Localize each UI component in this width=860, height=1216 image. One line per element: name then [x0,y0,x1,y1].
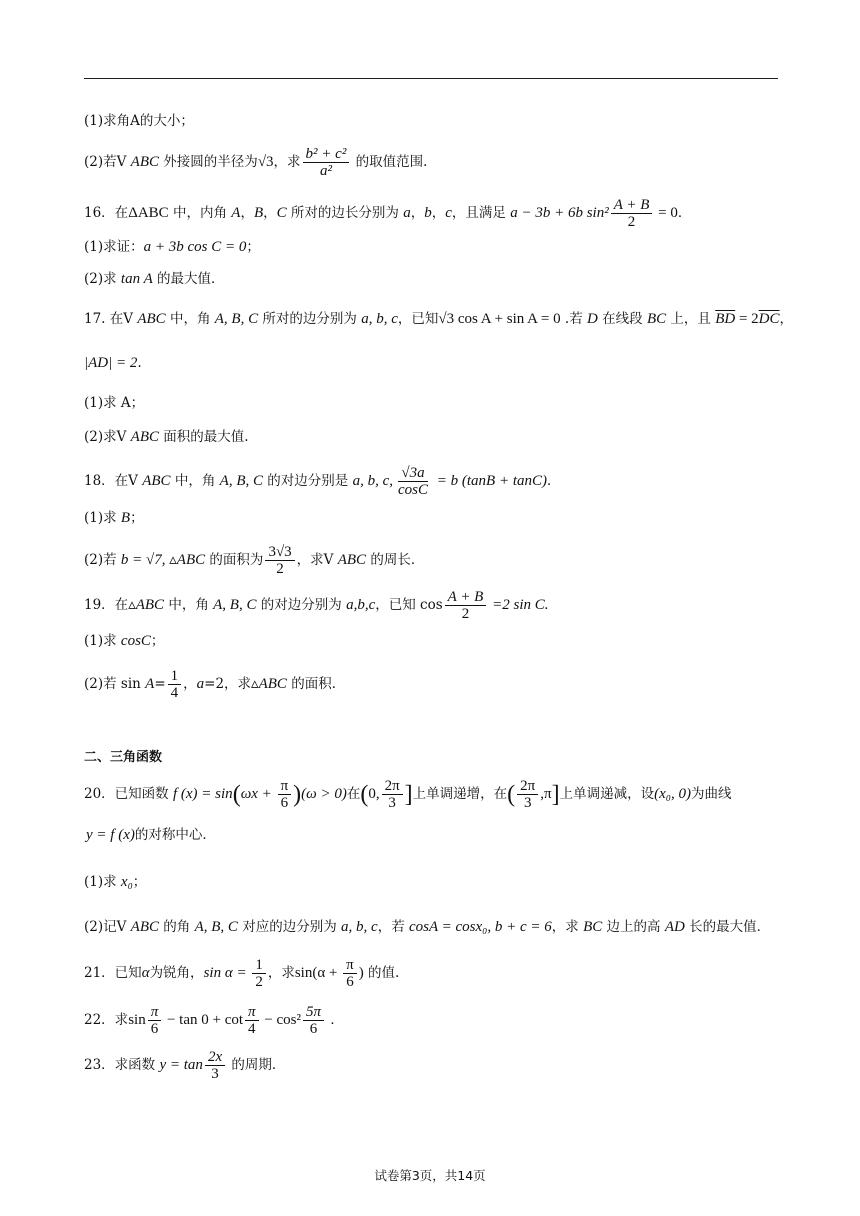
p19-part2: (2)若 sin A= $\frac{1}{4}$ ，a=2，求▵ABC 的面积． [84,668,346,701]
p19-part1: (1)求 cosC； [84,633,165,649]
p18-part2: (2)若 b = √7, ▵ABC 的面积为 $\frac{3√3}{2}$ ，求V ABC 的周长． [84,544,425,577]
p22-statement: 22．求sin $\frac{\pi}{6}$ − tan 0 + cot $\frac{\pi}{4}$ − cos² $\frac{5\pi}{6}$ ． [84,1004,344,1037]
p18-statement: 18．在V ABC 中，角 A, B, C 的对边分别是 a, b, c, $\frac{√3a}{\cos C}$ = b (tanB + tanC)． [84,465,561,498]
p16-part1: (1)求证：a + 3b cos C = 0； [84,239,260,255]
p20-statement: 20．已知函数 f (x) = sin(ωx + $\frac{\pi}{6}$ )(ω > 0)在(0, $\frac{2\pi}{3}$ ]上单调递增，在( $\frac{2\pi}{3}$ ,π]上单调递减，设(x₀, 0)为曲线 [84,778,732,811]
p21-statement: 21．已知α为锐角，sin α = $\frac{1}{2}$ ，求sin(α + $\frac{\pi}{6}$ ) 的值. [84,957,400,990]
p17-statement-cont: |AD| = 2. [84,355,142,371]
p17-statement: 17. 在V ABC 中，角 A, B, C 所对的边分别为 a, b, c，已知√3 cos A + sin A = 0 .若 D 在线段 BC 上，且 $\overline{BD} = 2\overline{DC}$， [84,311,794,327]
p18-part1: (1)求 B； [84,510,144,526]
p19-statement: 19．在▵ABC 中，角 A, B, C 的对边分别为 a,b,c，已知 cos $\frac{A + B}{2}$ =2 sin C. [84,589,549,622]
p23-statement: 23．求函数 y = tan $\frac{2x}{3}$ 的周期． [84,1049,286,1082]
p16-statement: 16．在ΔABC 中，内角 A，B，C 所对的边长分别为 a，b，c，且满足 a − 3b + 6b sin² $\frac{A + B}{2}$ = 0． [84,197,692,230]
page-footer: 试卷第3页，共14页 [374,1168,486,1183]
p20-part1: (1)求 x₀； [84,874,147,890]
p17-part2: (2)求V ABC 面积的最大值. [84,429,249,445]
p16-part2: (2)求 tan A 的最大值． [84,271,225,287]
p15-part2: (2)若V ABC 外接圆的半径为√3，求 $\frac{\text{b² + c²}}{\text{a²}}$ 的取值范围. [84,146,428,179]
fraction: $\frac{\text{b² + c²}}{\text{a²}}$ [303,146,350,179]
section-heading: 二、三角函数 [84,750,163,765]
header-rule [84,78,778,79]
p17-part1: (1)求 A； [84,395,145,411]
p15-part1: (1)求角A的大小； [84,113,194,129]
p20-part2: (2)记V ABC 的角 A, B, C 对应的边分别为 a, b, c，若 cosA = cosx₀, b + c = 6，求 BC 边上的高 AD 长的最大值． [84,919,771,935]
p20-statement-cont: y = f (x)的对称中心． [86,827,216,843]
